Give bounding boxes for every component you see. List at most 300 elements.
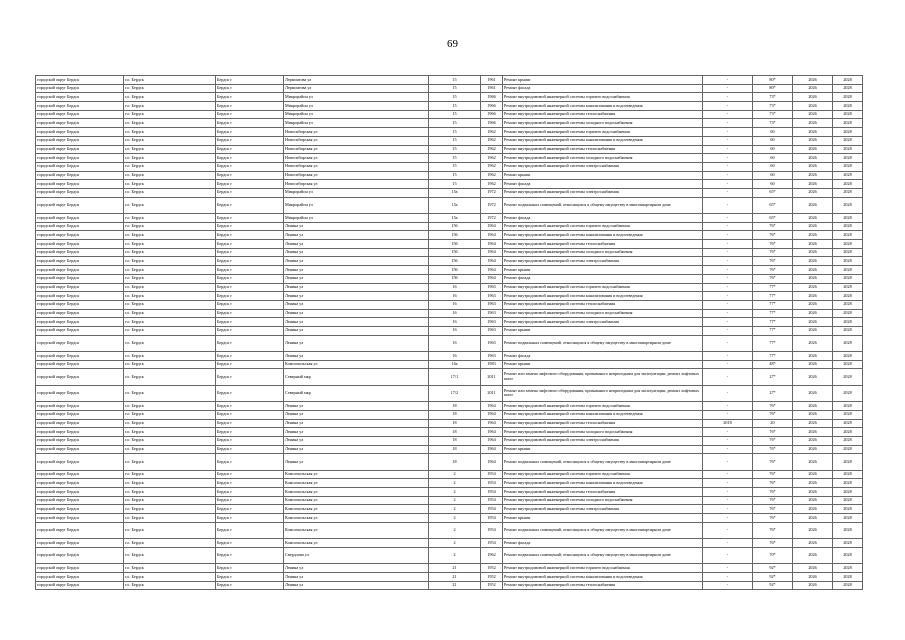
last-repair-year-cell: - <box>703 581 753 590</box>
built-year-cell: 1963 <box>481 318 503 327</box>
house-number-cell: 18 <box>429 410 481 419</box>
municipality-cell: городской округ Бердск <box>36 222 124 231</box>
settlement-cell: г.о. Бердск <box>124 309 216 318</box>
table-row <box>36 197 863 213</box>
settlement-cell: г.о. Бердск <box>124 581 216 590</box>
settlement-cell: г.о. Бердск <box>124 154 216 163</box>
start-year-cell: 2026 <box>793 428 833 437</box>
end-year-cell: 2028 <box>833 76 863 85</box>
settlement-cell: г.о. Бердск <box>124 214 216 223</box>
end-year-cell: 2028 <box>833 505 863 514</box>
built-year-cell: 1963 <box>481 300 503 309</box>
table-row <box>36 318 863 327</box>
house-number-cell: 15 <box>429 171 481 180</box>
end-year-cell: 2028 <box>833 402 863 411</box>
end-year-cell: 2028 <box>833 496 863 505</box>
municipality-cell: городской округ Бердск <box>36 145 124 154</box>
locality-cell: Бердск г <box>216 171 284 180</box>
street-cell: Ленина ул <box>284 292 429 301</box>
locality-cell: Бердск г <box>216 385 284 401</box>
municipality-cell: городской округ Бердск <box>36 240 124 249</box>
last-repair-year-cell: - <box>703 514 753 523</box>
table-row <box>36 292 863 301</box>
wear-percent-cell: 77* <box>753 326 793 335</box>
start-year-cell: 2026 <box>793 84 833 93</box>
settlement-cell: г.о. Бердск <box>124 76 216 85</box>
settlement-cell: г.о. Бердск <box>124 539 216 548</box>
municipality-cell: городской округ Бердск <box>36 436 124 445</box>
wear-percent-cell: 77* <box>753 352 793 361</box>
last-repair-year-cell: - <box>703 188 753 197</box>
house-number-cell: 2 <box>429 488 481 497</box>
settlement-cell: г.о. Бердск <box>124 505 216 514</box>
last-repair-year-cell: - <box>703 318 753 327</box>
municipality-cell: городской округ Бердск <box>36 514 124 523</box>
settlement-cell: г.о. Бердск <box>124 410 216 419</box>
street-cell: Северный мкр <box>284 385 429 401</box>
municipality-cell: городской округ Бердск <box>36 445 124 454</box>
municipality-cell: городской округ Бердск <box>36 76 124 85</box>
wear-percent-cell: 76* <box>753 488 793 497</box>
locality-cell: Бердск г <box>216 572 284 581</box>
municipality-cell: городской округ Бердск <box>36 274 124 283</box>
settlement-cell: г.о. Бердск <box>124 335 216 351</box>
municipality-cell: городской округ Бердск <box>36 470 124 479</box>
house-number-cell: 16 <box>429 326 481 335</box>
street-cell: Ленина ул <box>284 581 429 590</box>
locality-cell: Бердск г <box>216 410 284 419</box>
wear-percent-cell: 76* <box>753 428 793 437</box>
table-row <box>36 547 863 563</box>
municipality-cell: городской округ Бердск <box>36 402 124 411</box>
locality-cell: Бердск г <box>216 266 284 275</box>
house-number-cell: 21 <box>429 564 481 573</box>
last-repair-year-cell: - <box>703 445 753 454</box>
wear-percent-cell: 76* <box>753 479 793 488</box>
wear-percent-cell: 80* <box>753 76 793 85</box>
settlement-cell: г.о. Бердск <box>124 514 216 523</box>
settlement-cell: г.о. Бердск <box>124 248 216 257</box>
end-year-cell: 2028 <box>833 300 863 309</box>
settlement-cell: г.о. Бердск <box>124 188 216 197</box>
work-type-cell: Ремонт крыши <box>503 360 703 369</box>
work-type-cell: Ремонт внутридомовой инженерной системы горячего водоснабжения <box>503 470 703 479</box>
settlement-cell: г.о. Бердск <box>124 547 216 563</box>
street-cell: Комсомольская ул <box>284 539 429 548</box>
end-year-cell: 2028 <box>833 445 863 454</box>
last-repair-year-cell: - <box>703 257 753 266</box>
work-type-cell: Ремонт внутридомовой инженерной системы горячего водоснабжения <box>503 93 703 102</box>
street-cell: Ленина ул <box>284 352 429 361</box>
work-type-cell: Ремонт внутридомовой инженерной системы теплоснабжения <box>503 110 703 119</box>
work-type-cell: Ремонт внутридомовой инженерной системы горячего водоснабжения <box>503 402 703 411</box>
start-year-cell: 2026 <box>793 402 833 411</box>
locality-cell: Бердск г <box>216 428 284 437</box>
wear-percent-cell: 76* <box>753 240 793 249</box>
locality-cell: Бердск г <box>216 162 284 171</box>
table-row <box>36 326 863 335</box>
work-type-cell: Ремонт внутридомовой инженерной системы электроснабжения <box>503 436 703 445</box>
table-row <box>36 496 863 505</box>
table-row <box>36 248 863 257</box>
table-row <box>36 522 863 538</box>
last-repair-year-cell: - <box>703 505 753 514</box>
last-repair-year-cell: - <box>703 547 753 563</box>
wear-percent-cell: 73* <box>753 110 793 119</box>
table-body <box>36 76 863 590</box>
start-year-cell: 2026 <box>793 335 833 351</box>
settlement-cell: г.о. Бердск <box>124 496 216 505</box>
end-year-cell: 2028 <box>833 110 863 119</box>
end-year-cell: 2028 <box>833 335 863 351</box>
last-repair-year-cell: - <box>703 145 753 154</box>
last-repair-year-cell: - <box>703 136 753 145</box>
house-number-cell: 16 <box>429 292 481 301</box>
locality-cell: Бердск г <box>216 283 284 292</box>
table-row <box>36 564 863 573</box>
work-type-cell: Ремонт внутридомовой инженерной системы теплоснабжения <box>503 581 703 590</box>
wear-percent-cell: 73* <box>753 93 793 102</box>
locality-cell: Бердск г <box>216 110 284 119</box>
start-year-cell: 2026 <box>793 488 833 497</box>
street-cell: Новосибирская ул <box>284 145 429 154</box>
municipality-cell: городской округ Бердск <box>36 318 124 327</box>
built-year-cell: 1961 <box>481 84 503 93</box>
municipality-cell: городской округ Бердск <box>36 539 124 548</box>
built-year-cell: 1963 <box>481 292 503 301</box>
wear-percent-cell: 76* <box>753 539 793 548</box>
work-type-cell: Ремонт внутридомовой инженерной системы теплоснабжения <box>503 488 703 497</box>
start-year-cell: 2026 <box>793 564 833 573</box>
table-row <box>36 180 863 189</box>
built-year-cell: 1962 <box>481 154 503 163</box>
work-type-cell: Ремонт фасада <box>503 180 703 189</box>
work-type-cell: Ремонт фасада <box>503 274 703 283</box>
municipality-cell: городской округ Бердск <box>36 248 124 257</box>
built-year-cell: 1964 <box>481 428 503 437</box>
last-repair-year-cell: 2018 <box>703 419 753 428</box>
work-type-cell: Ремонт внутридомовой инженерной системы горячего водоснабжения <box>503 564 703 573</box>
built-year-cell: 1966 <box>481 110 503 119</box>
built-year-cell: 1954 <box>481 539 503 548</box>
work-type-cell: Ремонт крыши <box>503 514 703 523</box>
street-cell: Ленина ул <box>284 300 429 309</box>
municipality-cell: городской округ Бердск <box>36 522 124 538</box>
start-year-cell: 2026 <box>793 162 833 171</box>
street-cell: Комсомольская ул <box>284 479 429 488</box>
built-year-cell: 1962 <box>481 547 503 563</box>
wear-percent-cell: 76* <box>753 505 793 514</box>
end-year-cell: 2028 <box>833 522 863 538</box>
last-repair-year-cell: - <box>703 102 753 111</box>
wear-percent-cell: 60 <box>753 162 793 171</box>
settlement-cell: г.о. Бердск <box>124 436 216 445</box>
last-repair-year-cell: - <box>703 326 753 335</box>
end-year-cell: 2028 <box>833 248 863 257</box>
settlement-cell: г.о. Бердск <box>124 102 216 111</box>
municipality-cell: городской округ Бердск <box>36 419 124 428</box>
start-year-cell: 2026 <box>793 547 833 563</box>
last-repair-year-cell: - <box>703 335 753 351</box>
house-number-cell: 18 <box>429 419 481 428</box>
start-year-cell: 2026 <box>793 222 833 231</box>
work-type-cell: Ремонт фасада <box>503 84 703 93</box>
locality-cell: Бердск г <box>216 326 284 335</box>
end-year-cell: 2028 <box>833 240 863 249</box>
last-repair-year-cell: - <box>703 410 753 419</box>
municipality-cell: городской округ Бердск <box>36 564 124 573</box>
work-type-cell: Ремонт внутридомовой инженерной системы канализования и водоотведения <box>503 479 703 488</box>
last-repair-year-cell: - <box>703 436 753 445</box>
table-row <box>36 581 863 590</box>
end-year-cell: 2028 <box>833 162 863 171</box>
street-cell: Северный мкр <box>284 369 429 385</box>
locality-cell: Бердск г <box>216 248 284 257</box>
end-year-cell: 2028 <box>833 318 863 327</box>
table-row <box>36 84 863 93</box>
work-type-cell: Ремонт внутридомовой инженерной системы теплоснабжения <box>503 300 703 309</box>
table-row <box>36 360 863 369</box>
work-type-cell: Ремонт крыши <box>503 266 703 275</box>
house-number-cell: 15 <box>429 119 481 128</box>
house-number-cell: 2 <box>429 514 481 523</box>
last-repair-year-cell: - <box>703 385 753 401</box>
built-year-cell: 1964 <box>481 402 503 411</box>
work-type-cell: Ремонт внутридомовой инженерной системы холодного водоснабжения <box>503 248 703 257</box>
last-repair-year-cell: - <box>703 352 753 361</box>
start-year-cell: 2026 <box>793 145 833 154</box>
settlement-cell: г.о. Бердск <box>124 360 216 369</box>
settlement-cell: г.о. Бердск <box>124 445 216 454</box>
street-cell: Новосибирская ул <box>284 180 429 189</box>
wear-percent-cell: 76* <box>753 445 793 454</box>
settlement-cell: г.о. Бердск <box>124 136 216 145</box>
built-year-cell: 1954 <box>481 522 503 538</box>
municipality-cell: городской округ Бердск <box>36 300 124 309</box>
settlement-cell: г.о. Бердск <box>124 352 216 361</box>
work-type-cell: Ремонт внутридомовой инженерной системы теплоснабжения <box>503 240 703 249</box>
built-year-cell: 1963 <box>481 326 503 335</box>
start-year-cell: 2026 <box>793 522 833 538</box>
street-cell: Комсомольская ул <box>284 488 429 497</box>
street-cell: Ленина ул <box>284 240 429 249</box>
work-type-cell: Ремонт фасада <box>503 539 703 548</box>
start-year-cell: 2026 <box>793 385 833 401</box>
settlement-cell: г.о. Бердск <box>124 110 216 119</box>
end-year-cell: 2028 <box>833 222 863 231</box>
work-type-cell: Ремонт внутридомовой инженерной системы электроснабжения <box>503 505 703 514</box>
work-type-cell: Ремонт внутридомовой инженерной системы холодного водоснабжения <box>503 154 703 163</box>
locality-cell: Бердск г <box>216 222 284 231</box>
work-type-cell: Ремонт крыши <box>503 445 703 454</box>
municipality-cell: городской округ Бердск <box>36 136 124 145</box>
table-row <box>36 428 863 437</box>
street-cell: Микрорайон ул <box>284 197 429 213</box>
locality-cell: Бердск г <box>216 180 284 189</box>
house-number-cell: 18 <box>429 445 481 454</box>
last-repair-year-cell: - <box>703 119 753 128</box>
end-year-cell: 2028 <box>833 128 863 137</box>
wear-percent-cell: 76* <box>753 436 793 445</box>
locality-cell: Бердск г <box>216 240 284 249</box>
locality-cell: Бердск г <box>216 128 284 137</box>
house-number-cell: 15а <box>429 188 481 197</box>
last-repair-year-cell: - <box>703 470 753 479</box>
table-row <box>36 479 863 488</box>
last-repair-year-cell: - <box>703 283 753 292</box>
street-cell: Ленина ул <box>284 326 429 335</box>
house-number-cell: 17/2 <box>429 385 481 401</box>
work-type-cell: Ремонт внутридомовой инженерной системы теплоснабжения <box>503 145 703 154</box>
house-number-cell: 156 <box>429 266 481 275</box>
built-year-cell: 2011 <box>481 369 503 385</box>
locality-cell: Бердск г <box>216 419 284 428</box>
settlement-cell: г.о. Бердск <box>124 292 216 301</box>
end-year-cell: 2028 <box>833 93 863 102</box>
street-cell: Микрорайон ул <box>284 93 429 102</box>
locality-cell: Бердск г <box>216 197 284 213</box>
last-repair-year-cell: - <box>703 231 753 240</box>
house-number-cell: 15 <box>429 76 481 85</box>
end-year-cell: 2028 <box>833 326 863 335</box>
repair-schedule-table <box>35 75 863 590</box>
page-number: 69 <box>447 38 458 50</box>
last-repair-year-cell: - <box>703 128 753 137</box>
settlement-cell: г.о. Бердск <box>124 171 216 180</box>
locality-cell: Бердск г <box>216 539 284 548</box>
start-year-cell: 2026 <box>793 214 833 223</box>
end-year-cell: 2028 <box>833 145 863 154</box>
wear-percent-cell: 77* <box>753 309 793 318</box>
locality-cell: Бердск г <box>216 292 284 301</box>
wear-percent-cell: 77* <box>753 292 793 301</box>
work-type-cell: Ремонт внутридомовой инженерной системы холодного водоснабжения <box>503 428 703 437</box>
built-year-cell: 1972 <box>481 197 503 213</box>
locality-cell: Бердск г <box>216 318 284 327</box>
street-cell: Микрорайон ул <box>284 110 429 119</box>
start-year-cell: 2026 <box>793 93 833 102</box>
work-type-cell: Ремонт или замена лифтового оборудования, признанного непригодным для эксплуатации, ремонт лифтовых шахт <box>503 369 703 385</box>
house-number-cell: 16 <box>429 335 481 351</box>
table-row <box>36 102 863 111</box>
locality-cell: Бердск г <box>216 369 284 385</box>
last-repair-year-cell: - <box>703 496 753 505</box>
wear-percent-cell: 76* <box>753 248 793 257</box>
house-number-cell: 15а <box>429 214 481 223</box>
table-row <box>36 128 863 137</box>
street-cell: Новосибирская ул <box>284 136 429 145</box>
municipality-cell: городской округ Бердск <box>36 154 124 163</box>
house-number-cell: 18 <box>429 436 481 445</box>
street-cell: Ленина ул <box>284 257 429 266</box>
locality-cell: Бердск г <box>216 488 284 497</box>
start-year-cell: 2026 <box>793 479 833 488</box>
table-row <box>36 188 863 197</box>
table-row <box>36 419 863 428</box>
table-row <box>36 445 863 454</box>
built-year-cell: 1963 <box>481 283 503 292</box>
municipality-cell: городской округ Бердск <box>36 84 124 93</box>
last-repair-year-cell: - <box>703 93 753 102</box>
table-row <box>36 352 863 361</box>
table-row <box>36 231 863 240</box>
wear-percent-cell: 20 <box>753 419 793 428</box>
house-number-cell: 2 <box>429 539 481 548</box>
house-number-cell: 156 <box>429 240 481 249</box>
house-number-cell: 15 <box>429 154 481 163</box>
street-cell: Микрорайон ул <box>284 214 429 223</box>
house-number-cell: 18 <box>429 428 481 437</box>
last-repair-year-cell: - <box>703 539 753 548</box>
settlement-cell: г.о. Бердск <box>124 428 216 437</box>
street-cell: Микрорайон ул <box>284 102 429 111</box>
last-repair-year-cell: - <box>703 488 753 497</box>
table-row <box>36 266 863 275</box>
municipality-cell: городской округ Бердск <box>36 488 124 497</box>
street-cell: Ленина ул <box>284 436 429 445</box>
locality-cell: Бердск г <box>216 309 284 318</box>
table-row <box>36 171 863 180</box>
settlement-cell: г.о. Бердск <box>124 300 216 309</box>
house-number-cell: 15 <box>429 84 481 93</box>
built-year-cell: 1962 <box>481 136 503 145</box>
last-repair-year-cell: - <box>703 154 753 163</box>
municipality-cell: городской округ Бердск <box>36 385 124 401</box>
wear-percent-cell: 73* <box>753 119 793 128</box>
house-number-cell: 16 <box>429 283 481 292</box>
work-type-cell: Ремонт внутридомовой инженерной системы электроснабжения <box>503 318 703 327</box>
built-year-cell: 1952 <box>481 572 503 581</box>
table-row <box>36 110 863 119</box>
locality-cell: Бердск г <box>216 335 284 351</box>
locality-cell: Бердск г <box>216 102 284 111</box>
municipality-cell: городской округ Бердск <box>36 292 124 301</box>
last-repair-year-cell: - <box>703 162 753 171</box>
end-year-cell: 2028 <box>833 154 863 163</box>
last-repair-year-cell: - <box>703 171 753 180</box>
table-row <box>36 470 863 479</box>
end-year-cell: 2028 <box>833 266 863 275</box>
house-number-cell: 2 <box>429 522 481 538</box>
end-year-cell: 2028 <box>833 197 863 213</box>
start-year-cell: 2026 <box>793 369 833 385</box>
street-cell: Ленина ул <box>284 222 429 231</box>
locality-cell: Бердск г <box>216 505 284 514</box>
wear-percent-cell: 80* <box>753 84 793 93</box>
last-repair-year-cell: - <box>703 248 753 257</box>
settlement-cell: г.о. Бердск <box>124 197 216 213</box>
work-type-cell: Ремонт внутридомовой инженерной системы горячего водоснабжения <box>503 128 703 137</box>
start-year-cell: 2026 <box>793 581 833 590</box>
municipality-cell: городской округ Бердск <box>36 128 124 137</box>
built-year-cell: 1952 <box>481 581 503 590</box>
start-year-cell: 2026 <box>793 572 833 581</box>
table-row <box>36 488 863 497</box>
locality-cell: Бердск г <box>216 564 284 573</box>
wear-percent-cell: 60 <box>753 171 793 180</box>
work-type-cell: Ремонт внутридомовой инженерной системы холодного водоснабжения <box>503 119 703 128</box>
built-year-cell: 1964 <box>481 274 503 283</box>
municipality-cell: городской округ Бердск <box>36 102 124 111</box>
wear-percent-cell: 27* <box>753 369 793 385</box>
locality-cell: Бердск г <box>216 479 284 488</box>
last-repair-year-cell: - <box>703 197 753 213</box>
settlement-cell: г.о. Бердск <box>124 564 216 573</box>
built-year-cell: 1962 <box>481 171 503 180</box>
street-cell: Ленина ул <box>284 274 429 283</box>
house-number-cell: 16 <box>429 300 481 309</box>
settlement-cell: г.о. Бердск <box>124 419 216 428</box>
